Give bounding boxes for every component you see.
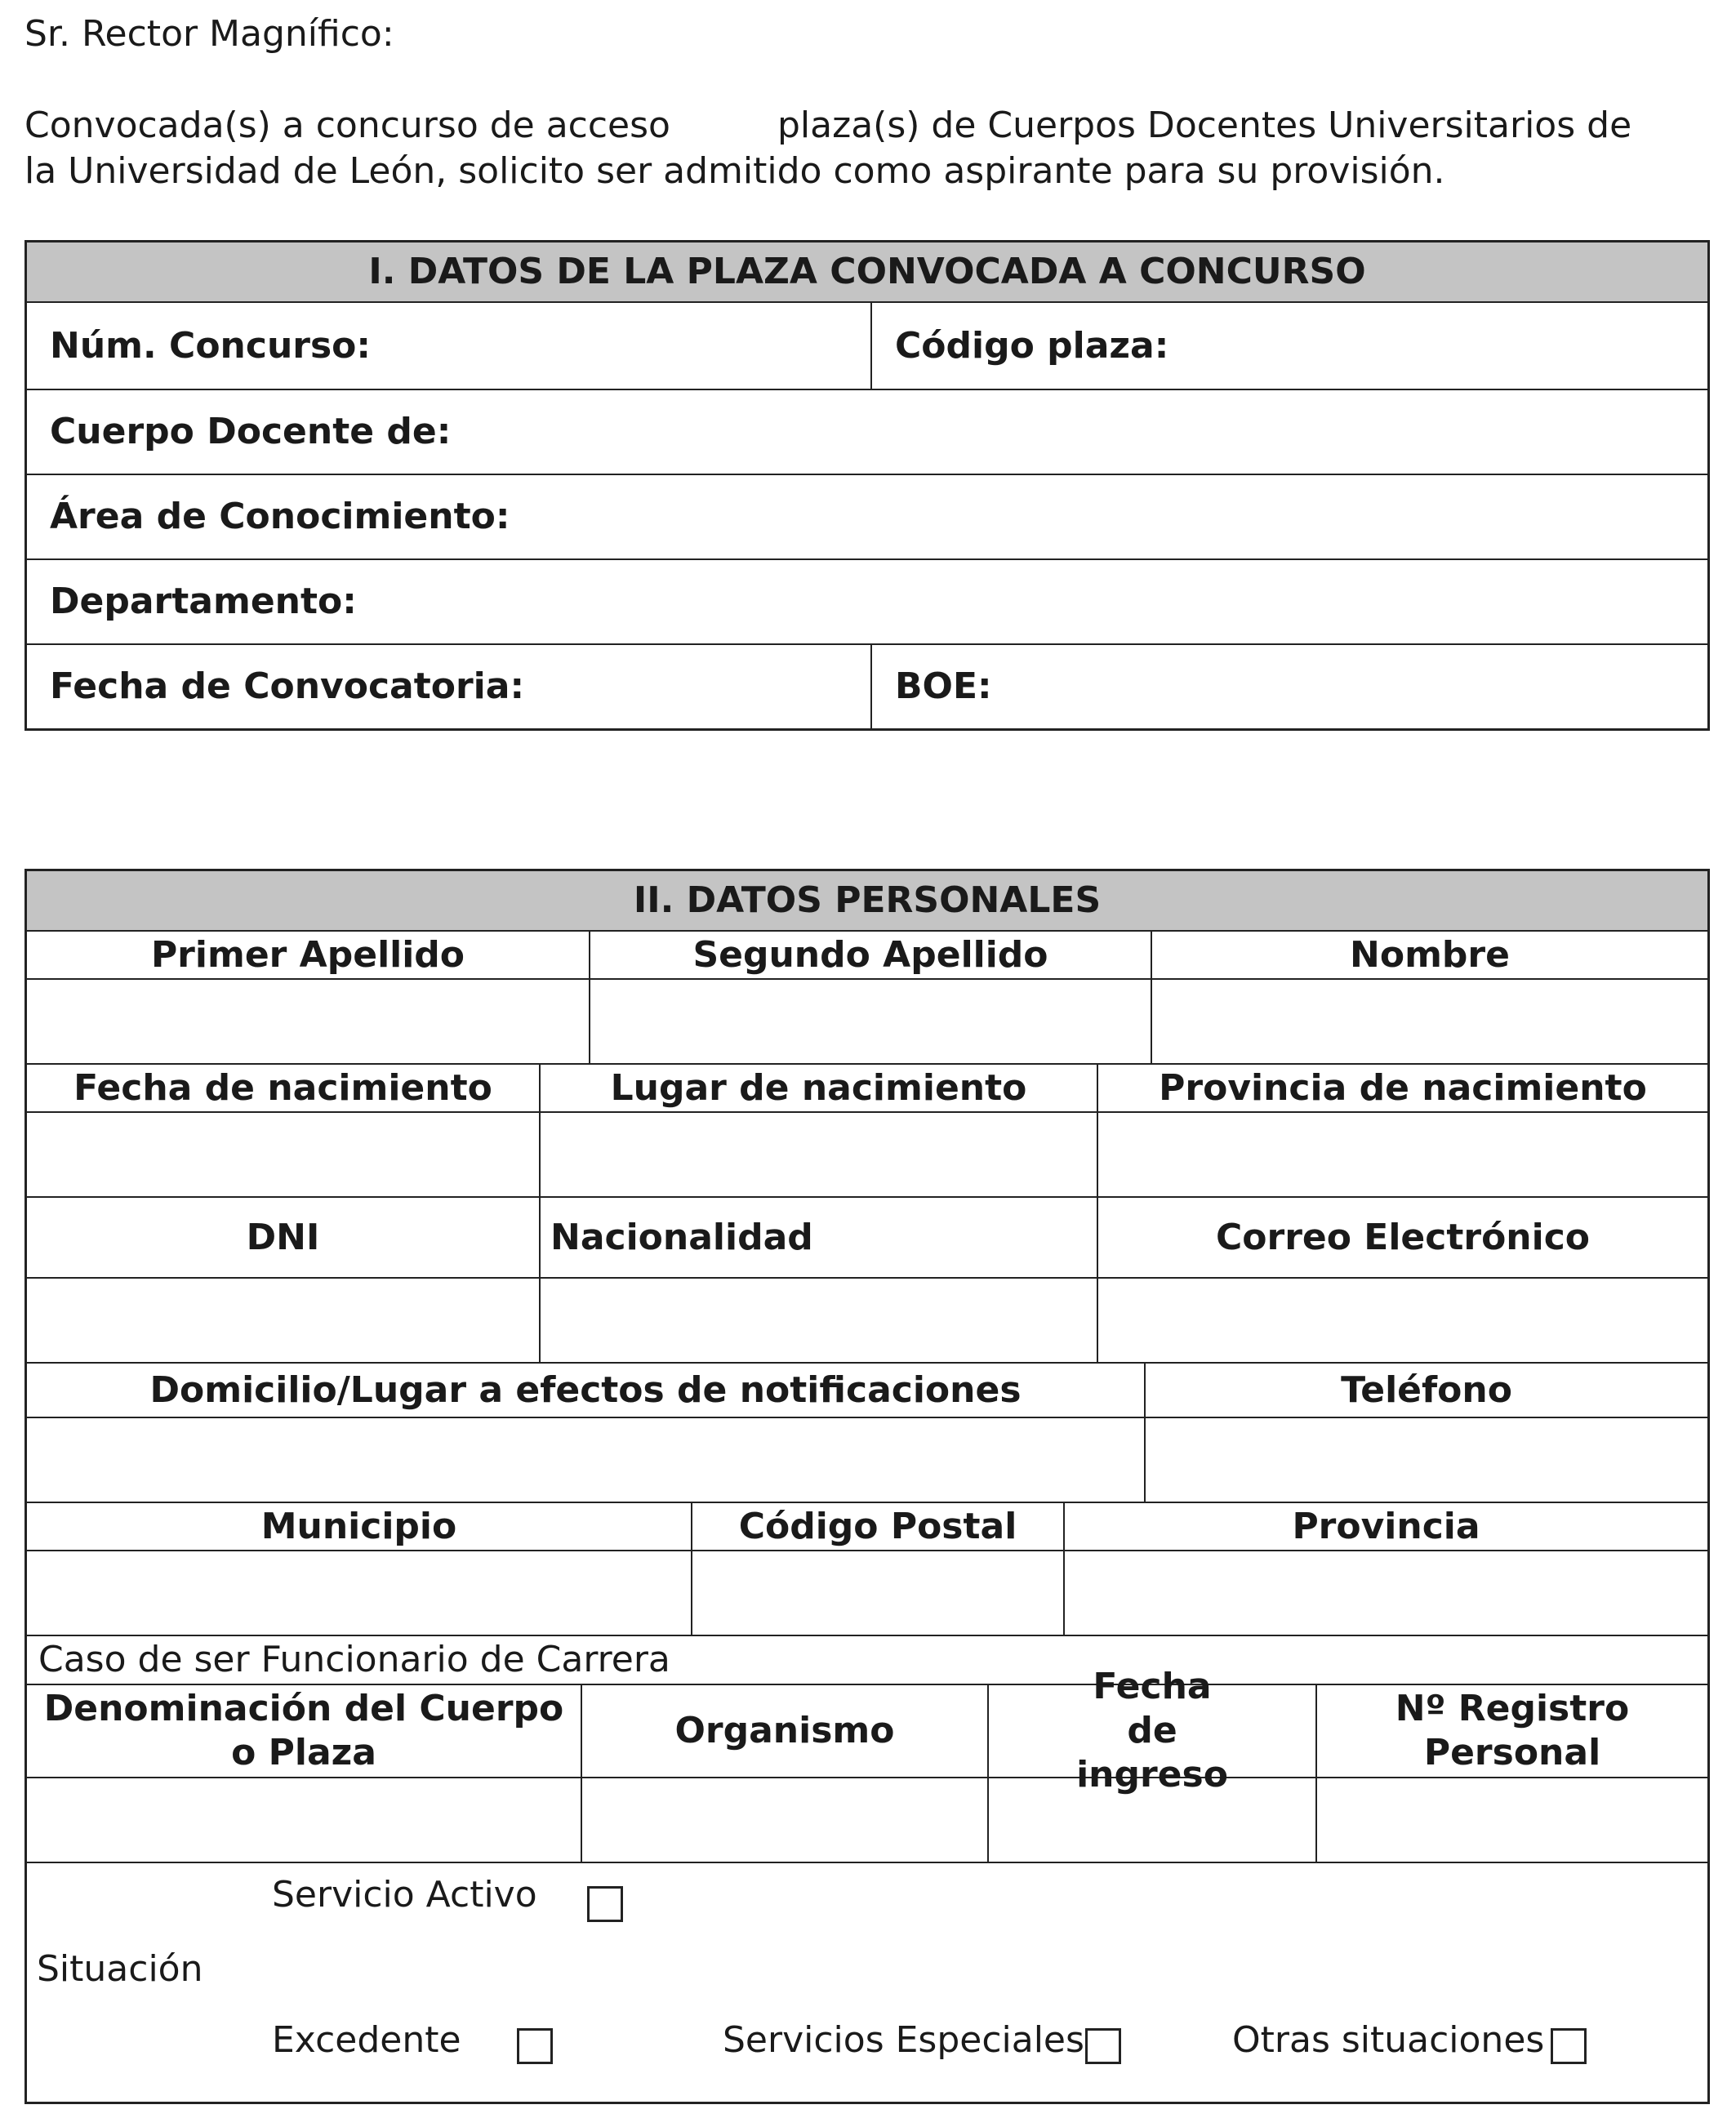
excedente-checkbox[interactable] <box>517 2028 553 2064</box>
registro-label: Nº Registro Personal <box>1315 1685 1707 1777</box>
fecha-ingreso-input[interactable] <box>987 1778 1315 1862</box>
situacion-row <box>27 1862 1707 2098</box>
nacionalidad-label: Nacionalidad <box>539 1198 1097 1277</box>
num-concurso-field[interactable]: Núm. Concurso: <box>50 324 371 367</box>
codigo-plaza-field[interactable]: Código plaza: <box>870 303 1707 389</box>
domicilio-input[interactable] <box>27 1418 1144 1502</box>
denominacion-label: Denominación del Cuerpo o Plaza <box>43 1688 564 1773</box>
intro-line1-part1: Convocada(s) a concurso de acceso <box>24 105 670 146</box>
domicilio-label: Domicilio/Lugar a efectos de notificaciones <box>149 1368 1022 1411</box>
codigo-postal-label: Código Postal <box>691 1503 1063 1550</box>
lugar-nacimiento-input[interactable] <box>539 1113 1097 1196</box>
nacionalidad-input[interactable] <box>539 1279 1097 1362</box>
section2-table <box>24 869 1710 2104</box>
lugar-nacimiento-label: Lugar de nacimiento <box>539 1065 1097 1111</box>
fecha-ingreso-label: Fecha de ingreso <box>987 1685 1315 1777</box>
segundo-apellido-label: Segundo Apellido <box>589 932 1151 978</box>
primer-apellido-label: Primer Apellido <box>150 933 465 976</box>
servicio-activo-checkbox[interactable] <box>587 1886 623 1922</box>
situacion-label: Situación <box>37 1948 203 1990</box>
otras-situaciones-checkbox[interactable] <box>1551 2028 1587 2064</box>
section1-table <box>24 240 1710 731</box>
intro-line2: la Universidad de León, solicito ser admitido como aspirante para su provisión. <box>24 150 1445 192</box>
section2-title: II. DATOS PERSONALES <box>27 871 1707 930</box>
provincia-nacimiento-label: Provincia de nacimiento <box>1097 1065 1707 1111</box>
provincia-input[interactable] <box>1063 1551 1707 1635</box>
nombre-label: Nombre <box>1151 932 1707 978</box>
servicio-activo-label: Servicio Activo <box>272 1874 537 1916</box>
segundo-apellido-input[interactable] <box>589 980 1151 1063</box>
fecha-nacimiento-input[interactable] <box>27 1113 539 1196</box>
boe-field[interactable]: BOE: <box>870 645 1707 728</box>
municipio-input[interactable] <box>27 1551 691 1635</box>
organismo-label: Organismo <box>581 1685 987 1777</box>
funcionario-heading: Caso de ser Funcionario de Carrera <box>38 1639 670 1680</box>
departamento-field[interactable]: Departamento: <box>50 581 357 622</box>
correo-input[interactable] <box>1097 1279 1707 1362</box>
codigo-postal-input[interactable] <box>691 1551 1063 1635</box>
servicios-especiales-checkbox[interactable] <box>1085 2028 1121 2064</box>
dni-label: DNI <box>246 1216 320 1258</box>
dni-input[interactable] <box>27 1279 539 1362</box>
intro-line1-part2: plaza(s) de Cuerpos Docentes Universitarios de <box>777 105 1632 146</box>
fecha-convocatoria-field[interactable]: Fecha de Convocatoria: <box>50 665 525 707</box>
fecha-nacimiento-label: Fecha de nacimiento <box>73 1066 492 1109</box>
municipio-label: Municipio <box>260 1505 457 1547</box>
primer-apellido-input[interactable] <box>27 980 589 1063</box>
servicios-especiales-label: Servicios Especiales <box>723 2019 1084 2061</box>
salutation: Sr. Rector Magnífico: <box>24 13 394 55</box>
provincia-nacimiento-input[interactable] <box>1097 1113 1707 1196</box>
provincia-label: Provincia <box>1063 1503 1707 1550</box>
denominacion-input[interactable] <box>27 1778 581 1862</box>
organismo-input[interactable] <box>581 1778 987 1862</box>
area-conocimiento-field[interactable]: Área de Conocimiento: <box>50 496 510 537</box>
registro-input[interactable] <box>1315 1778 1707 1862</box>
correo-label: Correo Electrónico <box>1097 1198 1707 1277</box>
otras-situaciones-label: Otras situaciones <box>1232 2019 1545 2061</box>
cuerpo-docente-field[interactable]: Cuerpo Docente de: <box>50 411 452 452</box>
excedente-label: Excedente <box>272 2019 461 2061</box>
section1-title: I. DATOS DE LA PLAZA CONVOCADA A CONCURSO <box>27 243 1707 301</box>
telefono-input[interactable] <box>1144 1418 1707 1502</box>
telefono-label: Teléfono <box>1144 1364 1707 1417</box>
nombre-input[interactable] <box>1151 980 1707 1063</box>
